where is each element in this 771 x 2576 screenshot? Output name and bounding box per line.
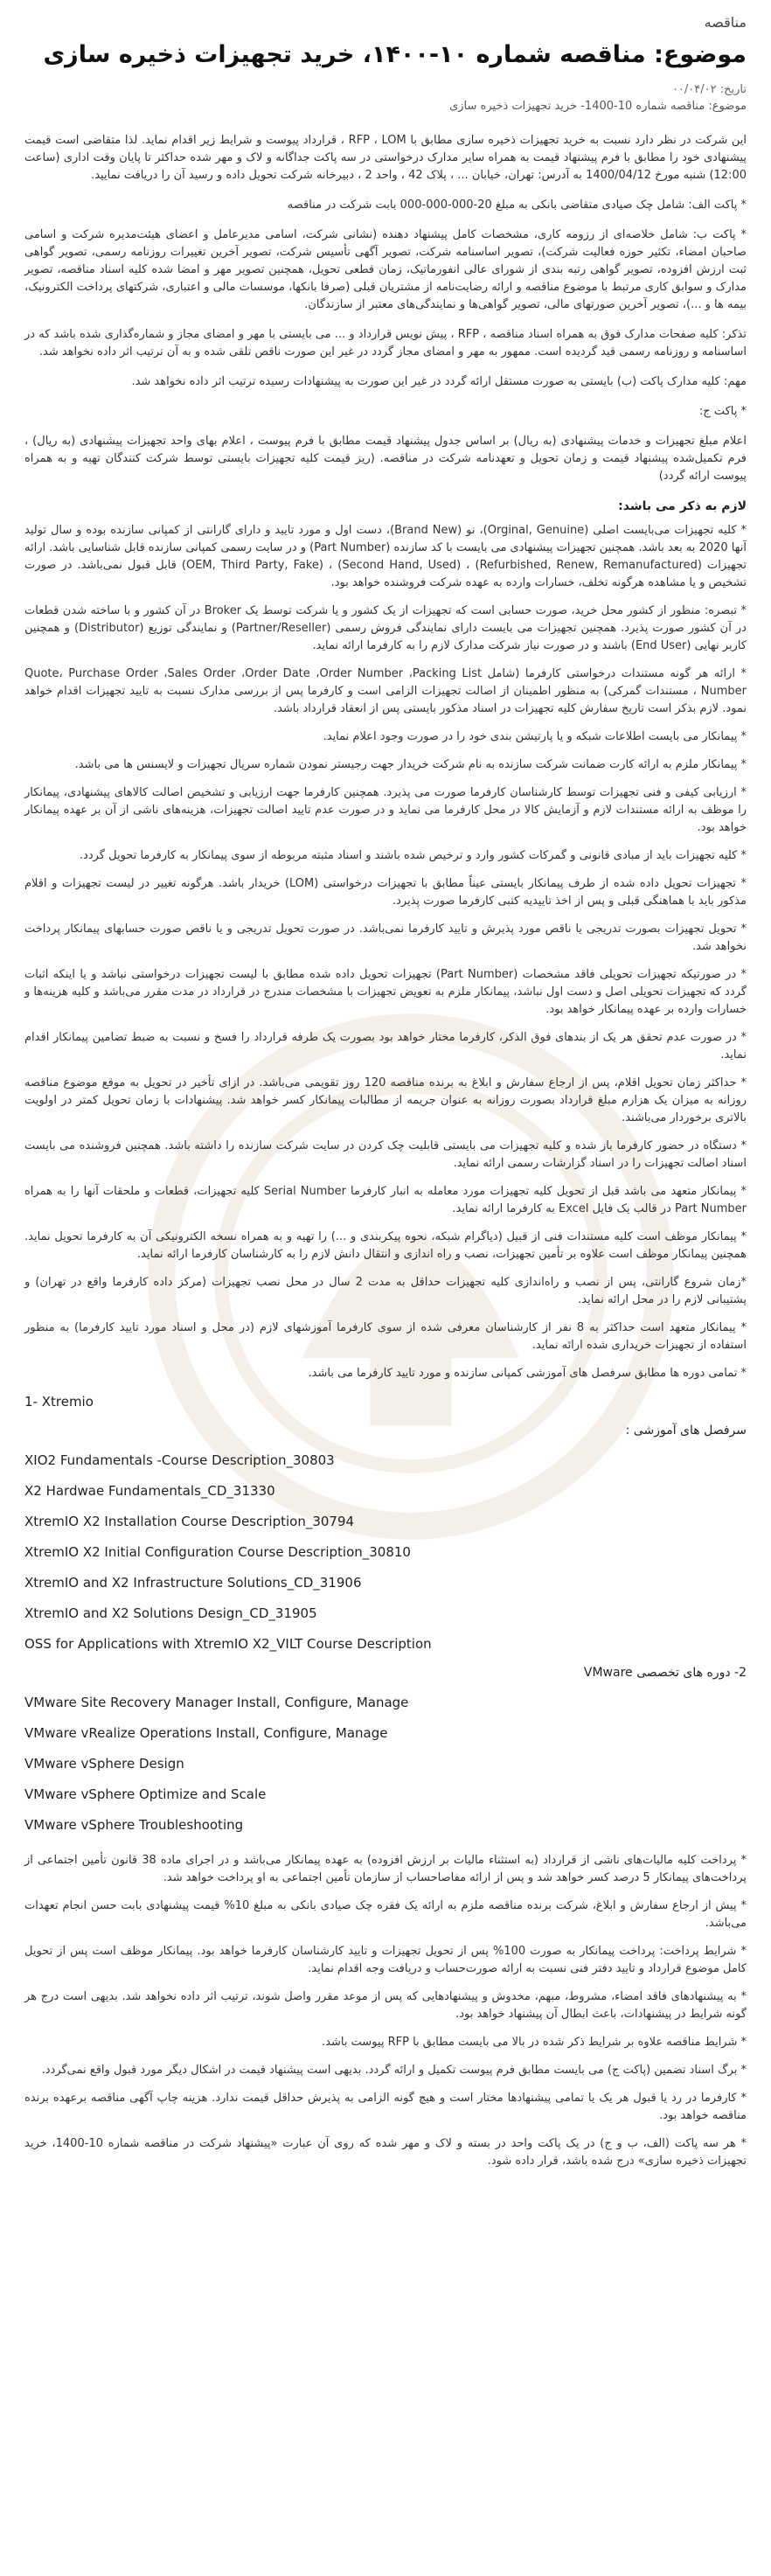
training-group-1-title: 1- Xtremio bbox=[24, 1394, 94, 1410]
note-item: * پیمانکار متعهد می باشد قبل از تحویل کلیه تجهیزات مورد معامله به انبار کارفرما Serial Number کلیه تجهیزات، قطعات و ملحقات آنها را به همراه Part Number در قالب یک فایل Excel به کارفرما ارائه نماید. bbox=[24, 1185, 747, 1216]
note-item: * تمامی دوره ها مطابق سرفصل های آموزشی کمپانی سازنده و مورد تایید کارفرما می باشد. bbox=[308, 1367, 747, 1381]
training-course: VMware vSphere Design bbox=[24, 1756, 184, 1772]
note-item: * تبصره: منظور از کشور محل خرید، صورت حسابی است که تجهیزات از یک کشور و یا شرکت توسط یک Broker در آن کشور و با ساخته شدن قطعات در آن کشور صورت پذیرد. همچنین تجهیزات می بایست دارای نمایندگی فروش رسمی (Partner/Reseller) و نمایندگی توزیع (Distributor) و همچنین کاربر نهایی (End User) باشند و در صورت نیاز شرکت مدارک لازم را به کارفرما ارائه نماید. bbox=[24, 604, 747, 653]
note-item: * ارائه هر گونه مستندات درخواستی کارفرما (شامل Quote، Purchase Order ،Sales Order ،Order Date ،Order Number ،Packing List Number ، مستندات گمرکی) به منظور اطمینان از اصالت تجهیزات الزامی است و کارفرما پس از بررسی مدارک نسبت به تایید تجهیزات اقدام خواهد نمود. لازم بذکر است تاریخ سفارش کلیه تجهیزات در اسناد مذکور بایستی پس از انعقاد قرارداد باشد. bbox=[24, 667, 747, 716]
note-item: * پیمانکار ملزم به ارائه کارت ضمانت شرکت سازنده به نام شرکت خریدار جهت رجیستر نمودن شماره سریال تجهیزات و لایسنس ها می باشد. bbox=[74, 758, 747, 772]
packet-c: اعلام مبلغ تجهیزات و خدمات پیشنهادی (به ریال) بر اساس جدول پیشنهاد قیمت مطابق با فرم پیوست ، اعلام بهای واحد تجهیزات پیشنهادی (به ریال) ، فرم تکمیل‌شده پیشنهاد قیمت و زمان تحویل و تعهدنامه شرکت در مناقصه. (ریز قیمت کلیه تجهیزات بایستی توسط شرکت کنندگان تهیه و به همراه پیوست ارائه گردد) bbox=[24, 435, 747, 484]
note-item: * در صورتیکه تجهیزات تحویلی فاقد مشخصات (Part Number) تجهیزات تحویل داده شده مطابق با لیست تجهیزات درخواستی نباشد و یا اینکه اثبات گردد که تجهیزات تحویلی اصل و دست اول نباشد، پیمانکار ملزم به تعویض تجهیزات با مشخصات مندرج در قرارداد در مدت مقرر می‌باشد و کلیه هزینه‌ها و خسارات وارده بر عهده پیمانکار خواهد بود. bbox=[24, 968, 747, 1017]
training-topics-label: سرفصل های آموزشی : bbox=[625, 1424, 747, 1438]
note-item: * تحویل تجهیزات بصورت تدریجی یا ناقص مورد پذیرش و تایید کارفرما نمی‌باشد. در صورت تحویل تدریجی و یا ناقص صورت حسابهای پیمانکار پرداخت نخواهد شد. bbox=[24, 922, 747, 954]
note-item: * حداکثر زمان تحویل اقلام، پس از ارجاع سفارش و ابلاغ به برنده مناقصه 120 روز تقویمی می‌باشد. در ازای تأخیر در تحویل به موقع موضوع مناقصه روزانه به میزان یک هزارم مبلغ قرارداد بصورت روزانه به عنوان جریمه از مطالبات پیمانکار کسر خواهد شد. پیشنهادات با زمان تحویل کمتر در اولویت بالاتری برخوردار می‌باشند. bbox=[24, 1076, 747, 1125]
training-course: OSS for Applications with XtremIO X2_VILT Course Description bbox=[24, 1636, 432, 1653]
final-note: * پرداخت کلیه مالیات‌های ناشی از قرارداد (به استثناء مالیات بر ارزش افزوده) به عهده پیمانکار می‌باشد و در اجرای ماده 38 قانون تأمین اجتماعی از پرداخت‌های پیمانکار 5 درصد کسر خواهد شد و پس از ارائه مفاصاحساب از سازمان تأمین اجتماعی به او پرداخت خواهد شد. bbox=[24, 1854, 747, 1885]
note-item: * تجهیزات تحویل داده شده از طرف پیمانکار بایستی عیناً مطابق با تجهیزات درخواستی (LOM) خریدار باشد. هرگونه تغییر در لیست تجهیزات و اقلام مذکور باید با هماهنگی قبلی و پس از اخذ تاییدیه کتبی کارفرما صورت پذیرد. bbox=[24, 877, 747, 909]
final-note: * کارفرما در رد یا قبول هر یک یا تمامی پیشنهادها مختار است و هیچ گونه الزامی به پذیرش حداقل قیمت ندارد. هزینه چاپ آگهی مناقصه برعهده برنده مناقصه خواهد بود. bbox=[24, 2092, 747, 2123]
packet-c-heading: * پاکت ج: bbox=[698, 405, 747, 419]
page-title: موضوع: مناقصه شماره ۱۰-۱۴۰۰، خرید تجهیزات ذخیره سازی bbox=[43, 41, 747, 68]
final-note: * هر سه پاکت (الف، ب و ج) در یک پاکت واحد در بسته و لاک و مهر شده که روی آن عبارت «پیشنهاد شرکت در مناقصه شماره 10-1400، خرید تجهیزات ذخیره سازی» درج شده باشد، قرار داده شود. bbox=[24, 2137, 747, 2169]
note-item: * کلیه تجهیزات باید از مبادی قانونی و گمرکات کشور وارد و ترخیص شده باشند و اسناد مثبته مربوطه از سوی پیمانکار به کارفرما تحویل گردد. bbox=[79, 849, 747, 863]
final-note: * پیش از ارجاع سفارش و ابلاغ، شرکت برنده مناقصه ملزم به ارائه یک فقره چک صیادی بانکی به مبلغ 10% قیمت پیشنهادی بابت حسن انجام تعهدات می‌باشد. bbox=[24, 1899, 747, 1931]
note-item: * پیمانکار موظف است کلیه مستندات فنی از قبیل (دیاگرام شبکه، نحوه پیکربندی و ...) را تهیه و به همراه نسخه الکترونیکی آن به کارفرما تحویل نماید. همچنین پیمانکار موظف است علاوه بر تأمین تجهیزات، نصب و راه اندازی و انتقال دانش لازم را به کارشناسان کارفرما ارائه نماید. bbox=[24, 1230, 747, 1262]
packet-note: تذکر: کلیه صفحات مدارک فوق به همراه اسناد مناقصه ، RFP ، پیش نویس قرارداد و ... می بایستی با مهر و امضای مجاز و شماره‌گذاری شده باشد که در اساسنامه و روزنامه رسمی قید گردیده است. ممهور به مهر و امضای مجاز گردد در غیر این صورت ناقص تلقی شده و به آن ترتیب اثر داده نخواهد شد. bbox=[24, 328, 747, 359]
packet-important: مهم: کلیه مدارک پاکت (ب) بایستی به صورت مستقل ارائه گردد در غیر این صورت به پیشنهادات رسیده ترتیب اثر داده نخواهد شد. bbox=[131, 375, 747, 389]
training-course: XtremIO and X2 Infrastructure Solutions_CD_31906 bbox=[24, 1575, 362, 1591]
training-group-2-title: 2- دوره های تخصصی VMware bbox=[583, 1666, 747, 1681]
note-item: * دستگاه در حضور کارفرما باز شده و کلیه تجهیزات می بایستی قابلیت چک کردن در سایت شرکت سازنده را داشته باشد. همچنین فروشنده می بایست اسناد اصالت تجهیزات را در اسناد گزارشات رسمی ارائه نماید. bbox=[24, 1139, 747, 1171]
subject-line: موضوع: مناقصه شماره 10-1400- خرید تجهیزات ذخیره سازی bbox=[449, 100, 747, 114]
note-item: *زمان شروع گارانتی، پس از نصب و راه‌اندازی کلیه تجهیزات حداقل به مدت 2 سال در محل نصب تجهیزات (مرکز داده کارفرما واقع در تهران) و پشتیبانی لازم را در محل ارائه نماید. bbox=[24, 1276, 747, 1307]
training-course: XIO2 Fundamentals -Course Description_30803 bbox=[24, 1452, 335, 1469]
note-item: * پیمانکار می بایست اطلاعات شبکه و یا پارتیشن بندی خود را در صورت وجود اعلام نماید. bbox=[323, 730, 747, 744]
training-course: VMware vRealize Operations Install, Configure, Manage bbox=[24, 1725, 388, 1742]
training-course: XtremIO X2 Initial Configuration Course Description_30810 bbox=[24, 1544, 411, 1561]
note-item: * کلیه تجهیزات می‌بایست اصلی (Orginal, Genuine)، نو (Brand New)، دست اول و مورد تایید و دارای گارانتی از کمپانی سازنده بوده و سال تولید آنها 2020 به بعد باشد. همچنین تجهیزات پیشنهادی می بایست با کد سازنده (Part Number) و در سایت رسمی کمپانی سازنده قابل شناسایی باشد. ارائه تجهیزات (Refurbished, Renew, Remanufactured) ، (Second Hand, Used) ، (OEM, Third Party, Fake) قابل قبول نمی‌باشد. در صورت تشخیص و یا مشاهده هرگونه تخلف، خسارات وارده به عهده شرکت فروشنده خواهد بود. bbox=[24, 524, 747, 590]
packet-a: * پاکت الف: شامل چک صیادی متقاضی بانکی به مبلغ 20-000-000-000 بابت شرکت در مناقصه bbox=[287, 198, 747, 212]
final-note: * به پیشنهادهای فاقد امضاء، مشروط، مبهم، مخدوش و پیشنهادهایی که پس از موعد مقرر واصل شوند، ترتیب اثر داده نخواهد شد. بدیهی است درج هر گونه شرایط در پیشنهادات، باعث ابطال آن پیشنهاد خواهد بود. bbox=[24, 1990, 747, 2022]
training-course: X2 Hardwae Fundamentals_CD_31330 bbox=[24, 1483, 275, 1500]
final-note: * برگ اسناد تضمین (پاکت ج) می بایست مطابق فرم پیوست تکمیل و ارائه گردد. بدیهی است پیشنهاد قیمت در اشکال دیگر مورد قبول واقع نمی‌گردد. bbox=[41, 2064, 747, 2078]
final-note: * شرایط پرداخت: پرداخت پیمانکار به صورت 100% پس از تحویل تجهیزات و تایید کارشناسان کارفرما خواهد بود. پیمانکار موظف است پس از تحویل کامل موضوع قرارداد و تایید دفتر فنی نسبت به ارائه صورت‌حساب و دریافت وجه اقدام نماید. bbox=[24, 1945, 747, 1976]
training-course: VMware Site Recovery Manager Install, Configure, Manage bbox=[24, 1695, 409, 1711]
training-course: VMware vSphere Optimize and Scale bbox=[24, 1786, 267, 1803]
training-course: VMware vSphere Troubleshooting bbox=[24, 1817, 244, 1834]
note-item: * پیمانکار متعهد است حداکثر به 8 نفر از کارشناسان معرفی شده از سوی کارفرما آموزشهای لازم (در محل و اسناد مورد تایید کارفرما) به منظور استفاده از تجهیزات خریداری شده ارائه نماید. bbox=[24, 1321, 747, 1353]
packet-b: * پاکت ب: شامل خلاصه‌ای از رزومه کاری، مشخصات کامل پیشنهاد دهنده (نشانی شرکت، اسامی مدیرعامل و اعضای هیئت‌مدیره شرکت و اسامی صاحبان امضاء، تکثیر حوزه فعالیت شرکت)، تصویر اساسنامه شرکت، تصویر آگهی تأسیس شرکت، تصویر آخرین تغییرات روزنامه رسمی، تصویر گواهی ثبت ارزش افزوده، تصویر گواهی رتبه بندی از شورای عالی انفورماتیک، زمان قطعی تحویل، همچنین تصویر مهر و امضا شده کلیه اسناد مناقصه، تصویر مدارک و سوابق کاری مرتبط با موضوع مناقصه و ارائه رضایت‌نامه از مشتریان قبلی (صرفا بانکها، موسسات مالی و اعتباری، شرکتهای پرداخت الکترونیک، بیمه ها و ...)، تصویر آخرین صورتهای مالی، تصویر گواهی‌ها و نمایندگی‌های معتبر از سازندگان. bbox=[24, 228, 747, 312]
training-course: XtremIO and X2 Solutions Design_CD_31905 bbox=[24, 1605, 317, 1622]
training-course: XtremIO X2 Installation Course Description_30794 bbox=[24, 1514, 355, 1530]
category-label: مناقصه bbox=[704, 14, 747, 31]
note-item: * در صورت عدم تحقق هر یک از بندهای فوق الذکر، کارفرما مختار خواهد بود بصورت یک طرفه قرارداد را فسخ و نسبت به ضبط تضامین پیمانکار اقدام نماید. bbox=[24, 1031, 747, 1062]
date-line: تاریخ: ۰۰/۰۴/۰۲ bbox=[671, 83, 747, 97]
note-item: * ارزیابی کیفی و فنی تجهیزات توسط کارشناسان کارفرما صورت می پذیرد. همچنین کارفرما جهت ارزیابی و تشخیص اصالت کالاهای پیشنهادی، پیمانکار را موظف به ارائه مستندات لازم و آزمایش کالا در محل کارفرما می نماید و در صورت عدم تایید اصالت تجهیزات، هزینه‌های ناشی از آن بر عهده پیمانکار خواهد بود. bbox=[24, 786, 747, 835]
notes-heading: لازم به ذکر می باشد: bbox=[618, 499, 747, 514]
final-note: * شرایط مناقصه علاوه بر شرایط ذکر شده در بالا می بایست مطابق با RFP پیوست باشد. bbox=[321, 2036, 747, 2050]
intro-paragraph: این شرکت در نظر دارد نسبت به خرید تجهیزات ذخیره سازی مطابق با RFP ، LOM ، قرارداد پیوست و شرایط زیر اقدام نماید. لذا متقاضی است قیمت پیشنهادی خود را مطابق با فرم پیشنهاد قیمت به همراه سایر مدارک درخواستی در سه پاکت جداگانه و لاک و مهر شده حداکثر تا پایان وقت اداری (ساعت 12:00) شنبه مورخ 1400/04/12 به آدرس: تهران، خیابان ... ، پلاک 42 ، واحد 2 ، دبیرخانه شرکت تحویل داده و رسید آن را دریافت نمایید. bbox=[24, 134, 747, 183]
